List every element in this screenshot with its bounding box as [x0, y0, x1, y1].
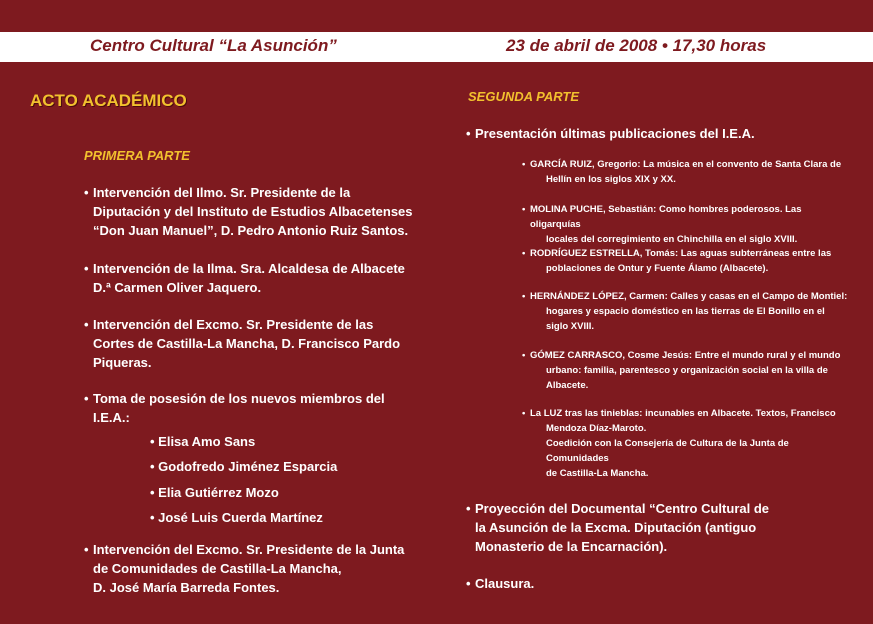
publication-item: • La LUZ tras las tinieblas: incunables en Albacete. Textos, Francisco Mendoza Díaz-Maroto. Coedición con la Consejería de Cultura de la Junta de Comunidades de Castilla-La Mancha. [522, 408, 836, 479]
bullet: • [522, 204, 526, 215]
publication-item: • MOLINA PUCHE, Sebastián: Como hombres poderosos. Las oligarquías locales del corregimiento en Chinchilla en el siglo XVIII. [522, 204, 802, 245]
program-item: • Intervención del Excmo. Sr. Presidente de la Junta de Comunidades de Castilla-La Mancha, D. José María Barreda Fontes. [84, 542, 405, 595]
program-item: • Intervención del Ilmo. Sr. Presidente de la Diputación y del Instituto de Estudios Albacetenses “Don Juan Manuel”, D. Pedro Antonio Ruiz Santos. [84, 185, 413, 238]
bullet: • [522, 291, 526, 302]
member-name: • Godofredo Jiménez Esparcia [150, 459, 338, 474]
bullet: • [466, 576, 471, 591]
bullet: • [84, 391, 89, 406]
member-name: • Elisa Amo Sans [150, 434, 256, 449]
event-date-time: 23 de abril de 2008 • 17,30 horas [506, 36, 767, 55]
program-item: • Proyección del Documental “Centro Cultural de la Asunción de la Excma. Diputación (antiguo Monasterio de la Encarnación). [466, 501, 769, 554]
publication-item: • RODRÍGUEZ ESTRELLA, Tomás: Las aguas subterráneas entre las poblaciones de Ontur y Fuente Álamo (Albacete). [522, 248, 832, 274]
publication-item: • GARCÍA RUIZ, Gregorio: La música en el convento de Santa Clara de Hellín en los siglos XIX y XX. [522, 159, 842, 185]
segunda-parte-title: SEGUNDA PARTE [468, 89, 579, 104]
publication-item: • HERNÁNDEZ LÓPEZ, Carmen: Calles y casas en el Campo de Montiel: hogares y espacio doméstico en las tierras de El Bonillo en el siglo XVIII. [522, 291, 848, 332]
bullet: • [522, 159, 526, 170]
publication-item: • GÓMEZ CARRASCO, Cosme Jesús: Entre el mundo rural y el mundo urbano: familia, parentesco y organización social en la villa de Albacete. [522, 350, 841, 391]
bullet: • [466, 126, 471, 141]
acto-academico-title: ACTO ACADÉMICO [30, 91, 187, 110]
bullet: • [84, 542, 89, 557]
member-name: • José Luis Cuerda Martínez [150, 510, 323, 525]
program-item: • Clausura. [466, 576, 535, 591]
program-item: • Presentación últimas publicaciones del I.E.A. [466, 126, 755, 141]
member-name: • Elia Gutiérrez Mozo [150, 485, 279, 500]
bullet: • [522, 350, 526, 361]
bullet: • [522, 408, 526, 419]
bullet: • [522, 248, 526, 259]
bullet: • [466, 501, 471, 516]
bullet: • [84, 261, 89, 276]
program-item: • Toma de posesión de los nuevos miembros del I.E.A.: [84, 391, 385, 425]
bullet: • [84, 185, 89, 200]
program-item: • Intervención del Excmo. Sr. Presidente de las Cortes de Castilla-La Mancha, D. Francisco Pardo Piqueras. [84, 317, 401, 370]
program-item: • Intervención de la Ilma. Sra. Alcaldesa de Albacete D.ª Carmen Oliver Jaquero. [84, 261, 405, 295]
venue-title: Centro Cultural “La Asunción” [90, 36, 337, 55]
primera-parte-title: PRIMERA PARTE [84, 148, 190, 163]
bullet: • [84, 317, 89, 332]
